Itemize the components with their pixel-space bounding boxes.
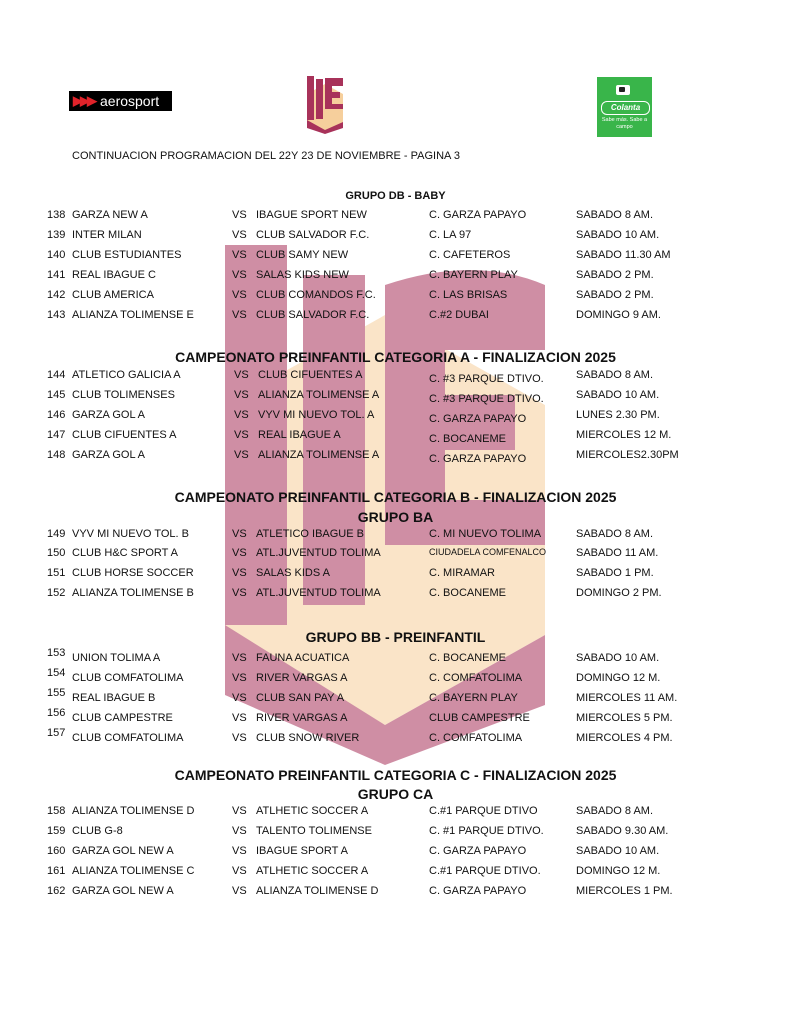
vs-label: VS <box>232 587 247 599</box>
match-date: SABADO 2 PM. <box>576 269 654 281</box>
match-date: SABADO 10 AM. <box>576 229 660 241</box>
away-team: ATLETICO IBAGUE B <box>256 528 364 540</box>
match-number: 149 <box>47 528 66 540</box>
match-number: 154 <box>47 667 66 679</box>
vs-label: VS <box>232 547 247 559</box>
vs-label: VS <box>232 865 247 877</box>
vs-label: VS <box>232 309 247 321</box>
match-number: 148 <box>47 449 66 461</box>
colanta-brand: Colanta <box>601 101 650 115</box>
home-team: ALIANZA TOLIMENSE D <box>72 805 195 817</box>
away-team: ALIANZA TOLIMENSE A <box>258 389 380 401</box>
away-team: ATL.JUVENTUD TOLIMA <box>256 587 381 599</box>
aerosport-logo-text: aerosport <box>100 93 160 109</box>
home-team: GARZA GOL NEW A <box>72 885 174 897</box>
vs-label: VS <box>232 229 247 241</box>
page-subtitle: CONTINUACION PROGRAMACION DEL 22Y 23 DE NOVIEMBRE - PAGINA 3 <box>72 150 460 162</box>
match-row <box>0 528 791 546</box>
match-number: 145 <box>47 389 66 401</box>
away-team: CLUB SALVADOR F.C. <box>256 229 370 241</box>
away-team: VYV MI NUEVO TOL. A <box>258 409 375 421</box>
match-number: 158 <box>47 805 66 817</box>
match-number: 153 <box>47 647 66 659</box>
away-team: TALENTO TOLIMENSE <box>256 825 372 837</box>
match-row <box>0 389 791 407</box>
vs-label: VS <box>232 692 247 704</box>
match-date: SABADO 11 AM. <box>576 547 659 559</box>
match-row <box>0 587 791 605</box>
vs-label: VS <box>232 652 247 664</box>
section-subtitle: GRUPO CA <box>357 786 434 802</box>
section-subtitle: GRUPO BA <box>357 509 434 525</box>
match-row <box>0 647 791 670</box>
venue: C. LA 97 <box>429 229 472 241</box>
league-logo <box>305 74 345 134</box>
away-team: CLUB SAMY NEW <box>256 249 349 261</box>
vs-label: VS <box>232 845 247 857</box>
home-team: CLUB COMFATOLIMA <box>72 732 184 744</box>
away-team: ALIANZA TOLIMENSE A <box>258 449 380 461</box>
section-title: CAMPEONATO PREINFANTIL CATEGORIA B - FINALIZACION 2025 <box>174 489 617 505</box>
colanta-logo <box>597 77 652 137</box>
match-date: DOMINGO 2 PM. <box>576 587 662 599</box>
aerosport-logo <box>69 91 172 111</box>
match-row <box>0 449 791 467</box>
match-number: 160 <box>47 845 66 857</box>
match-row <box>0 805 791 823</box>
match-date: SABADO 2 PM. <box>576 289 654 301</box>
venue: C.#1 PARQUE DTIVO. <box>429 865 541 877</box>
match-number: 161 <box>47 865 66 877</box>
cow-icon <box>616 85 630 95</box>
match-date: SABADO 1 PM. <box>576 567 654 579</box>
match-row <box>0 707 791 730</box>
match-date: DOMINGO 12 M. <box>576 672 661 684</box>
match-number: 159 <box>47 825 66 837</box>
home-team: CLUB COMFATOLIMA <box>72 672 184 684</box>
venue: C. BOCANEME <box>429 433 507 445</box>
vs-label: VS <box>234 369 249 381</box>
match-row <box>0 885 791 903</box>
venue: C. COMFATOLIMA <box>429 732 523 744</box>
venue: C. GARZA PAPAYO <box>429 413 527 425</box>
away-team: SALAS KIDS NEW <box>256 269 349 281</box>
away-team: IBAGUE SPORT A <box>256 845 348 857</box>
home-team: CLUB ESTUDIANTES <box>72 249 182 261</box>
away-team: SALAS KIDS A <box>256 567 330 579</box>
match-row <box>0 289 791 307</box>
home-team: ATLETICO GALICIA A <box>72 369 181 381</box>
match-row <box>0 547 791 565</box>
section-title: GRUPO BB - PREINFANTIL <box>305 629 486 645</box>
vs-label: VS <box>234 389 249 401</box>
venue: C. GARZA PAPAYO <box>429 885 527 897</box>
match-number: 152 <box>47 587 66 599</box>
vs-label: VS <box>232 209 247 221</box>
match-number: 138 <box>47 209 66 221</box>
match-row <box>0 845 791 863</box>
match-row <box>0 687 791 710</box>
match-date: SABADO 10 AM. <box>576 845 660 857</box>
match-number: 141 <box>47 269 66 281</box>
vs-label: VS <box>234 449 249 461</box>
section-title: CAMPEONATO PREINFANTIL CATEGORIA A - FINALIZACION 2025 <box>175 349 616 365</box>
home-team: ALIANZA TOLIMENSE C <box>72 865 195 877</box>
match-row <box>0 209 791 227</box>
match-date: MIERCOLES 5 PM. <box>576 712 673 724</box>
home-team: GARZA GOL NEW A <box>72 845 174 857</box>
away-team: ATLHETIC SOCCER A <box>256 865 369 877</box>
aerosport-arrows-icon: ▶▶▶ <box>73 93 94 108</box>
away-team: CLUB COMANDOS F.C. <box>256 289 376 301</box>
match-number: 162 <box>47 885 66 897</box>
match-date: MIERCOLES2.30PM <box>576 449 679 461</box>
match-row <box>0 269 791 287</box>
vs-label: VS <box>232 885 247 897</box>
match-number: 140 <box>47 249 66 261</box>
home-team: ALIANZA TOLIMENSE E <box>72 309 194 321</box>
match-date: MIERCOLES 1 PM. <box>576 885 673 897</box>
match-number: 150 <box>47 547 66 559</box>
home-team: CLUB AMERICA <box>72 289 154 301</box>
vs-label: VS <box>232 269 247 281</box>
match-date: SABADO 8 AM. <box>576 209 654 221</box>
match-row <box>0 369 791 387</box>
venue: C.#2 DUBAI <box>429 309 489 321</box>
match-row <box>0 309 791 327</box>
match-date: MIERCOLES 11 AM. <box>576 692 678 704</box>
home-team: CLUB G-8 <box>72 825 123 837</box>
match-row <box>0 409 791 427</box>
vs-label: VS <box>232 712 247 724</box>
match-number: 142 <box>47 289 66 301</box>
venue: C. GARZA PAPAYO <box>429 453 527 465</box>
match-number: 146 <box>47 409 66 421</box>
vs-label: VS <box>232 249 247 261</box>
match-number: 157 <box>47 727 66 739</box>
venue: C.#1 PARQUE DTIVO <box>429 805 538 817</box>
venue: C. GARZA PAPAYO <box>429 209 527 221</box>
venue: C. BAYERN PLAY <box>429 692 518 704</box>
vs-label: VS <box>232 672 247 684</box>
venue: C. BAYERN PLAY <box>429 269 518 281</box>
away-team: RIVER VARGAS A <box>256 672 348 684</box>
away-team: CLUB SALVADOR F.C. <box>256 309 370 321</box>
home-team: GARZA NEW A <box>72 209 148 221</box>
match-date: SABADO 8 AM. <box>576 528 654 540</box>
vs-label: VS <box>232 805 247 817</box>
away-team: RIVER VARGAS A <box>256 712 348 724</box>
home-team: GARZA GOL A <box>72 449 145 461</box>
away-team: ATL.JUVENTUD TOLIMA <box>256 547 381 559</box>
match-date: SABADO 10 AM. <box>576 652 660 664</box>
match-date: SABADO 11.30 AM <box>576 249 671 261</box>
home-team: CLUB H&C SPORT A <box>72 547 178 559</box>
match-date: SABADO 9.30 AM. <box>576 825 669 837</box>
match-date: SABADO 10 AM. <box>576 389 660 401</box>
match-row <box>0 667 791 690</box>
match-date: LUNES 2.30 PM. <box>576 409 660 421</box>
away-team: FAUNA ACUATICA <box>256 652 350 664</box>
match-row <box>0 865 791 883</box>
venue: CIUDADELA COMFENALCO <box>429 547 547 557</box>
away-team: IBAGUE SPORT NEW <box>256 209 367 221</box>
match-row <box>0 567 791 585</box>
venue: C. LAS BRISAS <box>429 289 508 301</box>
venue: C. #3 PARQUE DTIVO. <box>429 373 544 385</box>
venue: C. MIRAMAR <box>429 567 495 579</box>
venue: C. GARZA PAPAYO <box>429 845 527 857</box>
match-date: SABADO 8 AM. <box>576 805 654 817</box>
match-row <box>0 229 791 247</box>
match-number: 139 <box>47 229 66 241</box>
match-date: DOMINGO 9 AM. <box>576 309 661 321</box>
match-number: 155 <box>47 687 66 699</box>
match-date: MIERCOLES 12 M. <box>576 429 672 441</box>
vs-label: VS <box>232 825 247 837</box>
match-row <box>0 825 791 843</box>
section-title: CAMPEONATO PREINFANTIL CATEGORIA C - FINALIZACION 2025 <box>174 767 617 783</box>
colanta-slogan: Sabe más. Sabe a campo <box>601 117 648 130</box>
away-team: CLUB SAN PAY A <box>256 692 345 704</box>
vs-label: VS <box>234 429 249 441</box>
home-team: REAL IBAGUE C <box>72 269 156 281</box>
match-row <box>0 249 791 267</box>
venue: C. BOCANEME <box>429 652 507 664</box>
vs-label: VS <box>234 409 249 421</box>
home-team: UNION TOLIMA A <box>72 652 161 664</box>
vs-label: VS <box>232 567 247 579</box>
venue: C. CAFETEROS <box>429 249 511 261</box>
vs-label: VS <box>232 289 247 301</box>
home-team: VYV MI NUEVO TOL. B <box>72 528 189 540</box>
venue: C. #3 PARQUE DTIVO. <box>429 393 544 405</box>
away-team: ATLHETIC SOCCER A <box>256 805 369 817</box>
section-title: GRUPO DB - BABY <box>345 190 446 202</box>
match-number: 156 <box>47 707 66 719</box>
match-number: 143 <box>47 309 66 321</box>
match-number: 147 <box>47 429 66 441</box>
match-number: 151 <box>47 567 66 579</box>
home-team: GARZA GOL A <box>72 409 145 421</box>
match-date: MIERCOLES 4 PM. <box>576 732 673 744</box>
vs-label: VS <box>232 732 247 744</box>
venue: C. #1 PARQUE DTIVO. <box>429 825 544 837</box>
vs-label: VS <box>232 528 247 540</box>
match-row <box>0 727 791 750</box>
away-team: CLUB CIFUENTES A <box>258 369 363 381</box>
home-team: CLUB CAMPESTRE <box>72 712 173 724</box>
away-team: REAL IBAGUE A <box>258 429 341 441</box>
match-row <box>0 429 791 447</box>
venue: C. BOCANEME <box>429 587 507 599</box>
away-team: ALIANZA TOLIMENSE D <box>256 885 379 897</box>
away-team: CLUB SNOW RIVER <box>256 732 360 744</box>
home-team: ALIANZA TOLIMENSE B <box>72 587 194 599</box>
home-team: INTER MILAN <box>72 229 142 241</box>
match-date: DOMINGO 12 M. <box>576 865 661 877</box>
home-team: CLUB TOLIMENSES <box>72 389 175 401</box>
venue: C. MI NUEVO TOLIMA <box>429 528 542 540</box>
venue: C. COMFATOLIMA <box>429 672 523 684</box>
match-number: 144 <box>47 369 66 381</box>
venue: CLUB CAMPESTRE <box>429 712 530 724</box>
match-date: SABADO 8 AM. <box>576 369 654 381</box>
home-team: REAL IBAGUE B <box>72 692 156 704</box>
home-team: CLUB CIFUENTES A <box>72 429 177 441</box>
home-team: CLUB HORSE SOCCER <box>72 567 194 579</box>
